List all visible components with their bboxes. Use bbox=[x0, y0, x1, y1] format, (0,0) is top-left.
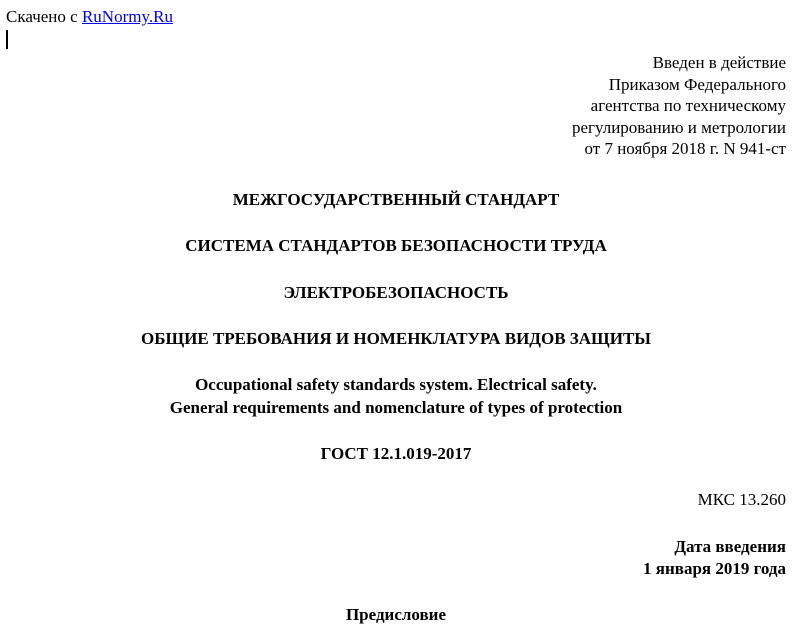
heading-interstate-standard: МЕЖГОСУДАРСТВЕННЫЙ СТАНДАРТ bbox=[232, 190, 560, 209]
intro-date-block bbox=[643, 536, 786, 579]
heading-topic: ЭЛЕКТРОБЕЗОПАСНОСТЬ bbox=[283, 283, 509, 302]
heading-system: СИСТЕМА СТАНДАРТОВ БЕЗОПАСНОСТИ ТРУДА bbox=[185, 236, 607, 255]
enactment-line: Приказом Федерального bbox=[608, 74, 786, 94]
enactment-line: от 7 ноября 2018 г. N 941-ст bbox=[584, 139, 786, 158]
standard-code: ГОСТ 12.1.019-2017 bbox=[320, 444, 472, 463]
enactment-block bbox=[572, 52, 786, 160]
enactment-line: регулированию и метрологии bbox=[571, 117, 786, 137]
english-title-line-2: General requirements and nomenclature of types of protection bbox=[169, 398, 623, 417]
intro-date-label: Дата введения bbox=[674, 537, 786, 556]
mks-code: МКС 13.260 bbox=[697, 490, 786, 509]
heading-subtitle: ОБЩИЕ ТРЕБОВАНИЯ И НОМЕНКЛАТУРА ВИДОВ ЗАЩИТЫ bbox=[141, 329, 651, 348]
runormy-link[interactable]: RuNormy.Ru bbox=[81, 7, 173, 26]
download-note bbox=[6, 7, 173, 26]
english-title-line-1: Occupational safety standards system. Electrical safety. bbox=[195, 375, 597, 394]
enactment-line: агентства по техническому bbox=[590, 96, 786, 115]
download-note-prefix: Скачено с bbox=[6, 7, 82, 26]
text-cursor bbox=[6, 30, 8, 49]
intro-date-value: 1 января 2019 года bbox=[643, 558, 786, 578]
enactment-line: Введен в действие bbox=[652, 53, 786, 72]
section-title-preface: Предисловие bbox=[345, 605, 447, 624]
